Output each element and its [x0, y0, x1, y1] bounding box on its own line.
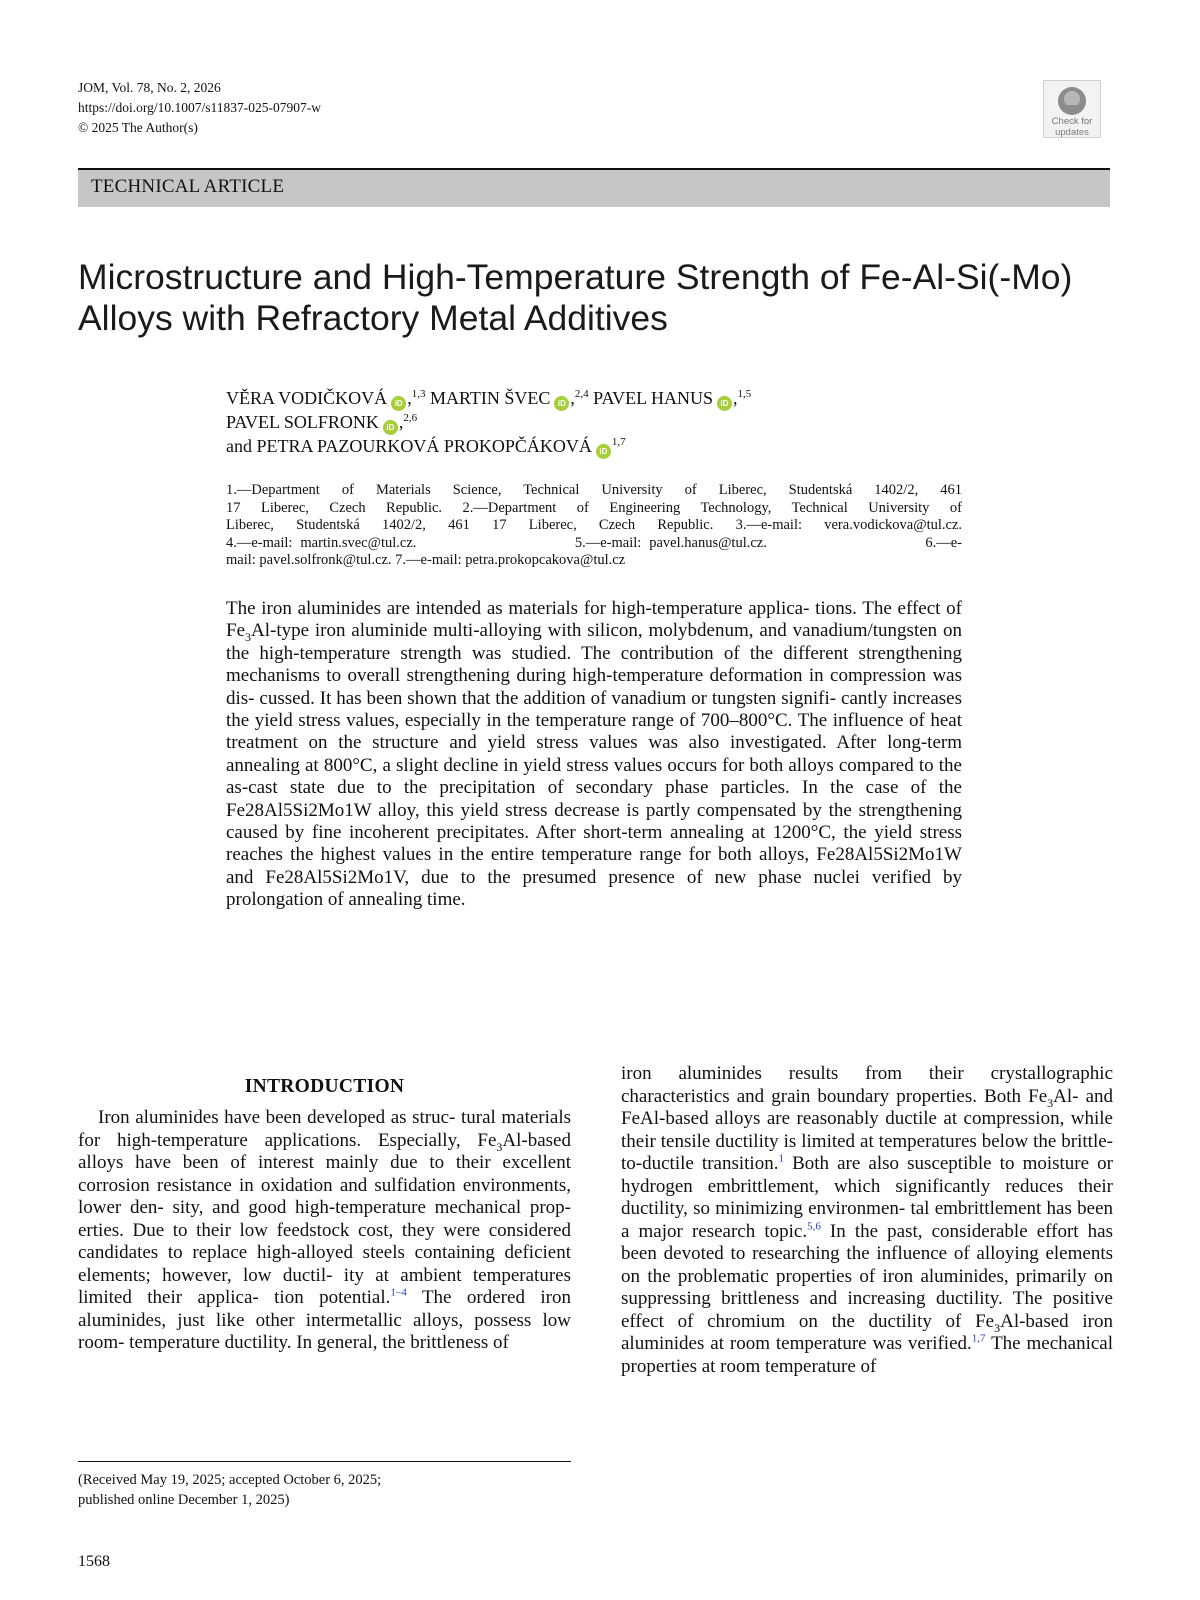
affiliation-line: mail: pavel.solfronk@tul.cz. 7.—e-mail: petra.prokopcakova@tul.cz [226, 552, 626, 568]
author-name: VĚRA VODIČKOVÁ [226, 388, 388, 408]
footnote-divider [78, 1461, 571, 1462]
body-text: Iron aluminides have been developed as struc- tural materials for high-temperature applications. Especially, Fe [78, 1107, 571, 1151]
page-number: 1568 [78, 1553, 110, 1570]
author-affil: 1,3 [411, 388, 426, 400]
section-heading: INTRODUCTION [244, 1076, 405, 1097]
body-text: In the past, considerable effort has been devoted to researching the influence of alloying elements on the problematic properties of iron aluminides, primarily on suppressing brittleness and increasing ductility. The positive effect of chromium on the ductility of Fe [621, 1220, 1113, 1332]
author-affil: 2,6 [403, 412, 418, 424]
reference-link[interactable]: 5,6 [807, 1220, 821, 1233]
orcid-icon[interactable]: iD [596, 444, 611, 459]
section-label-bar [78, 168, 1110, 207]
abstract-text: The iron aluminides are intended as materials for high-temperature applica- tions. The effect of Fe [226, 598, 962, 642]
section-label: TECHNICAL ARTICLE [91, 176, 285, 197]
body-text: iron aluminides results from their crystallographic characteristics and grain boundary properties. Both Fe [621, 1063, 1113, 1107]
badge-line-2: updates [1055, 127, 1089, 138]
author-line-3 [226, 435, 751, 459]
author-affil: 1,5 [737, 388, 752, 400]
received-dates [78, 1471, 381, 1510]
body-text: Al-based iron aluminides at room temperature was verified. [621, 1310, 1113, 1354]
subscript: 3 [496, 1139, 503, 1154]
author-name: PETRA PAZOURKOVÁ PROKOPČÁKOVÁ [256, 436, 592, 456]
affiliation-line: 17 Liberec, Czech Republic. 2.—Department of Engineering Technology, Technical University of [226, 499, 962, 516]
affiliation-line: Liberec, Studentská 1402/2, 461 17 Liberec, Czech Republic. 3.—e-mail: vera.vodickova@tul.cz. [226, 517, 962, 533]
author-name: PAVEL SOLFRONK [226, 412, 379, 432]
badge-line-1: Check for [1051, 116, 1093, 127]
copyright: © 2025 The Author(s) [78, 120, 198, 135]
article-title [78, 257, 1118, 339]
crossmark-icon [1057, 86, 1087, 116]
affiliations [226, 482, 962, 570]
intro-paragraph-1 [78, 1107, 571, 1355]
doi-link[interactable]: https://doi.org/10.1007/s11837-025-07907-w [78, 100, 321, 115]
author-name: PAVEL HANUS [593, 388, 713, 408]
reference-link[interactable]: 1–4 [390, 1286, 407, 1299]
body-text: Al- and FeAl-based alloys are reasonably ductile at compression, while their tensile ductility is limited at temperatures below the brittle-to-ductile transition. [621, 1085, 1113, 1174]
title-line-1: Microstructure and High-Temperature Strength of Fe-Al-Si(-Mo) [78, 257, 1073, 297]
orcid-icon[interactable]: iD [383, 420, 398, 435]
reference-link[interactable]: 1,7 [971, 1332, 986, 1345]
abstract-text: Al-type iron aluminide multi-alloying with silicon, molybdenum, and vanadium/tungsten on the high-temperature strength was studied. The contribution of the different strengthening mechanisms to overall strengthening during high-temperature deformation in compression was dis- cussed. It has been shown that the addition of vanadium or tungsten signifi- cantly increases the yield stress values, especially in the temperature range of 700–800°C. The influence of heat treatment on the structure and yield stress values was also investigated. After long-term annealing at 800°C, a slight decline in yield stress values occurs for both alloys compared to the as-cast state due to the precipitation of secondary phase particles. In the case of the Fe28Al5Si2Mo1W alloy, this yield stress decrease is partly compensated by the strengthening caused by fine incoherent precipitates. After short-term annealing at 1200°C, the yield stress reaches the highest values in the entire temperature range for both alloys, Fe28Al5Si2Mo1W and Fe28Al5Si2Mo1V, due to the presumed presence of new phase nuclei verified by prolongation of annealing time. [226, 620, 962, 911]
orcid-icon[interactable]: iD [717, 396, 732, 411]
orcid-icon[interactable]: iD [554, 396, 569, 411]
subscript: 3 [994, 1320, 1001, 1335]
received-line-1: (Received May 19, 2025; accepted October 6, 2025; [78, 1472, 382, 1488]
body-text: Al-based alloys have been of interest mainly due to their excellent corrosion resistance in oxidation and sulfidation environments, lower den- sity, and good high-temperature mechanical prop- erties. Due to their low feedstock cost, they were considered candidates to replace high-alloyed steels containing deficient elements; however, low ductil- ity at ambient temperatures limited their applica- tion potential. [78, 1129, 571, 1308]
author-line-1: VĚRA VODIČKOVÁ iD ,$^{1,3}$ MARTIN ŠVEC iD ,$^{2,4}$ PAVEL HANUS iD ,$^{1,5}$ [226, 387, 751, 411]
check-for-updates-badge[interactable] [1043, 80, 1101, 138]
column-right [621, 1063, 1113, 1378]
author-line-2: PAVEL SOLFRONK iD ,$^{2,6}$ [226, 411, 751, 435]
author-list [226, 387, 751, 459]
subscript: 3 [1047, 1095, 1054, 1110]
received-line-2: published online December 1, 2025) [78, 1491, 290, 1508]
subscript: 3 [245, 630, 251, 645]
author-affil: 2,4 [574, 388, 589, 400]
orcid-icon[interactable]: iD [391, 396, 406, 411]
abstract [226, 598, 962, 912]
reference-link[interactable]: 1 [778, 1152, 784, 1165]
affiliation-line: 4.—e-mail: martin.svec@tul.cz. 5.—e-mail: pavel.hanus@tul.cz. 6.—e- [226, 534, 962, 551]
affiliation-line: 1.—Department of Materials Science, Technical University of Liberec, Studentská 1402/2, 461 [226, 482, 962, 498]
journal-meta [78, 78, 321, 138]
column-left [78, 1075, 571, 1355]
title-line-2: Alloys with Refractory Metal Additives [78, 298, 668, 338]
intro-paragraph-continued [621, 1063, 1113, 1378]
body-text: The mechanical properties at room temperature of [621, 1333, 1113, 1377]
journal-citation: JOM, Vol. 78, No. 2, 2026 [78, 80, 221, 95]
body-text: The ordered iron aluminides, just like other intermetallic alloys, possess low room- temperature ductility. In general, the brittleness of [78, 1287, 571, 1353]
authors-joiner: and [226, 436, 252, 456]
author-affil: 1,7 [611, 436, 626, 448]
body-text: Both are also susceptible to moisture or hydrogen embrittlement, which significantly reduces their ductility, so minimizing environmen- tal embrittlement has been a major research topic. [621, 1153, 1114, 1242]
author-name: MARTIN ŠVEC [429, 388, 551, 408]
